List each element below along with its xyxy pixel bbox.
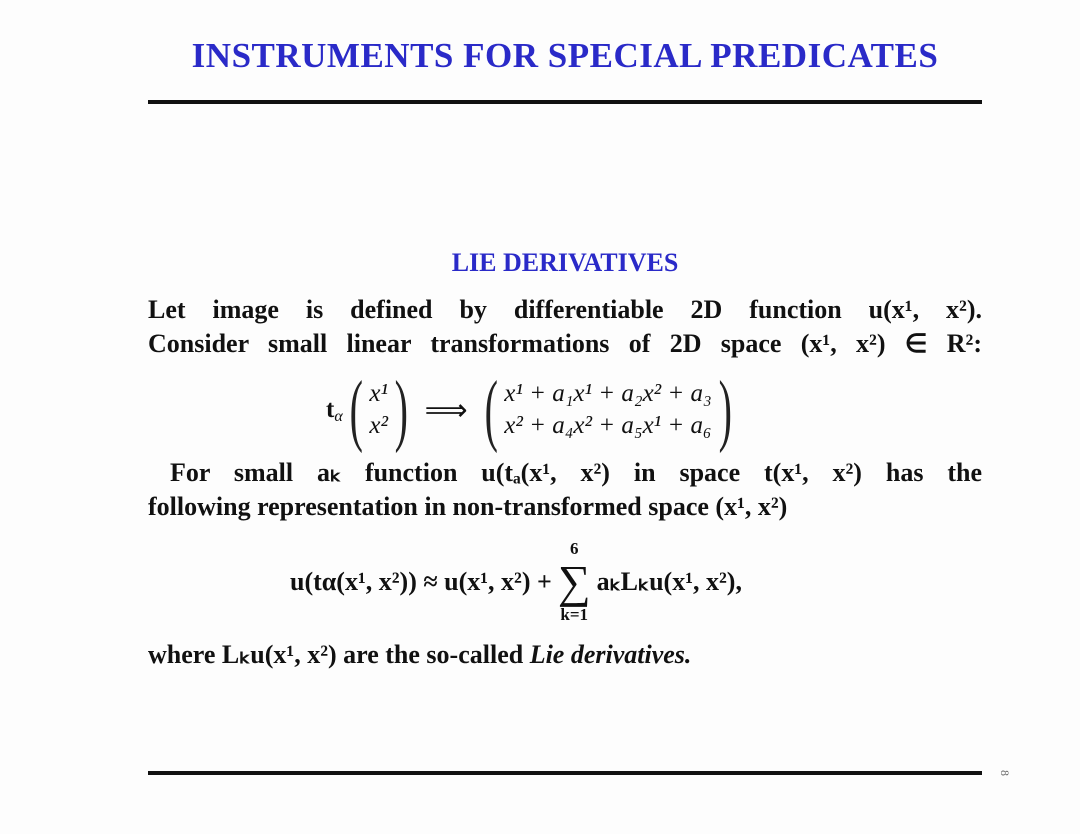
conclusion-paragraph — [148, 638, 982, 672]
target-vector-top: x¹ + a₁x¹ + a₂x² + a₃ — [504, 380, 712, 407]
source-vector-top: x¹ — [369, 380, 388, 407]
slide-title: INSTRUMENTS FOR SPECIAL PREDICATES — [191, 36, 939, 75]
page-number: 8 — [998, 770, 1012, 776]
footer-rule — [148, 771, 982, 775]
right-paren-open: ( — [484, 366, 498, 454]
left-paren-open: ( — [349, 366, 363, 454]
section-heading: LIE DERIVATIVES — [451, 248, 679, 277]
representation-paragraph — [148, 456, 982, 524]
source-vector — [369, 378, 388, 442]
representation-line-1: For small aₖ function u(tₐ(x¹, x²) in space t(x¹, x²) has the — [170, 458, 982, 487]
intro-line-2 — [148, 327, 982, 361]
conclusion-emphasis: Lie derivatives. — [529, 640, 692, 669]
title-rule — [148, 100, 982, 104]
source-vector-bottom: x² — [369, 412, 388, 439]
target-vector — [504, 378, 711, 442]
transformation-equation — [326, 366, 738, 454]
intro-paragraph — [148, 293, 982, 361]
representation-line-2: following representation in non-transformed space (x¹, x²) — [148, 492, 788, 521]
intro-line-1 — [148, 293, 982, 327]
intro-line-1-formula: u(x¹, x²). — [868, 295, 982, 324]
summation-sign: ∑ — [557, 556, 591, 607]
left-paren-close: ) — [394, 366, 408, 454]
expansion-rhs: aₖLₖu(x¹, x²), — [596, 567, 742, 596]
intro-line-1-text: Let image is defined by differentiable 2D function — [148, 295, 842, 324]
summation-upper-limit: 6 — [569, 539, 579, 558]
intro-line-2-formula: (x¹, x²) ∈ R²: — [800, 329, 982, 358]
transform-operator: $t_\alpha$ — [326, 396, 343, 425]
right-paren-close: ) — [718, 366, 732, 454]
expansion-lhs: u(tα(x¹, x²)) ≈ u(x¹, x²) + — [290, 567, 552, 596]
target-vector-bottom: x² + a₄x² + a₅x¹ + a₆ — [504, 412, 712, 439]
intro-line-2-text: Consider small linear transformations of 2D space — [148, 329, 782, 358]
summation — [558, 539, 591, 625]
implies-arrow: ⟹ — [424, 393, 468, 427]
conclusion-text: where Lₖu(x¹, x²) are the so-called — [148, 640, 524, 669]
lie-expansion-equation — [290, 532, 742, 632]
summation-lower-limit: k=1 — [560, 605, 589, 624]
